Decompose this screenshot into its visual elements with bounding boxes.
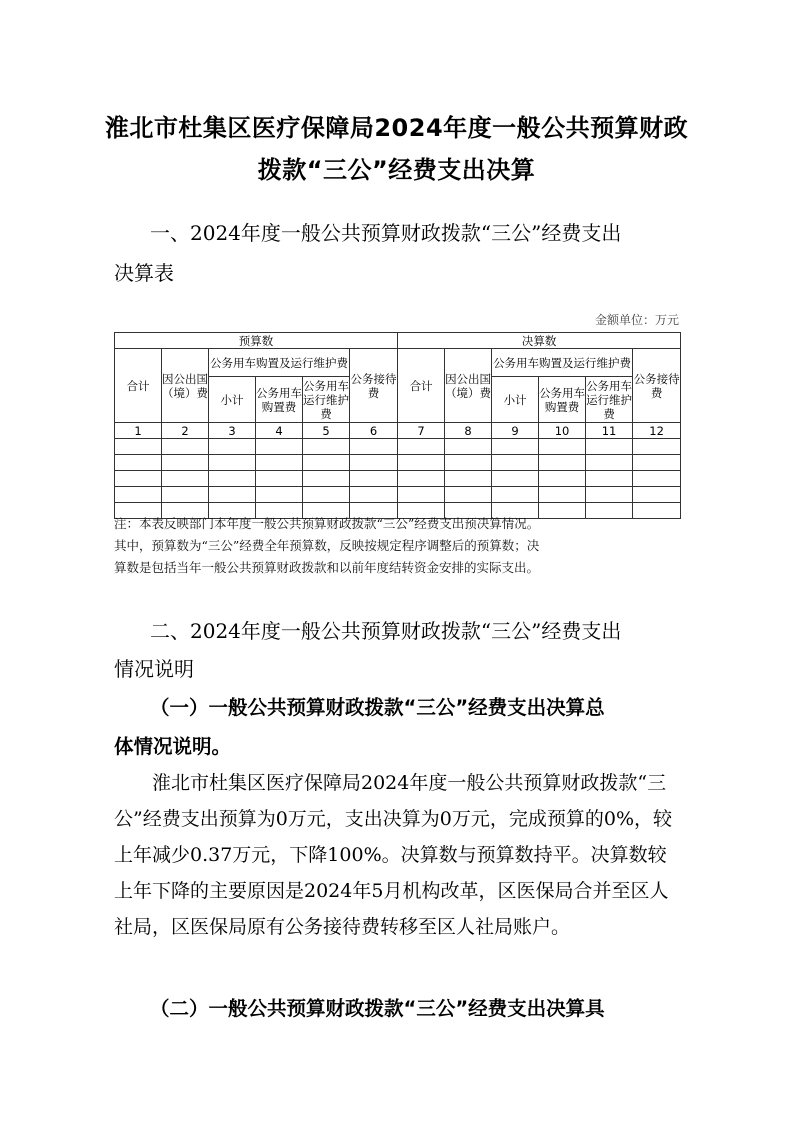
- index-cell: 12: [633, 423, 681, 439]
- note-line: 其中，预算数为“三公”经费全年预算数，反映按规定程序调整后的预算数；决: [114, 538, 540, 553]
- col-purchase: 公务用车购置费: [539, 377, 586, 423]
- table-row: [115, 487, 681, 503]
- table-cell: [115, 455, 162, 471]
- table-cell: [539, 471, 586, 487]
- subsection1-heading: （一）一般公共预算财政拨款“三公”经费支出决算总: [150, 696, 605, 719]
- col-operation: 公务用车运行维护费: [303, 378, 349, 421]
- col-vehicle: 公务用车购置及运行维护费: [209, 349, 350, 377]
- index-cell: 4: [256, 423, 303, 439]
- group-budget-header: 预算数: [115, 333, 398, 349]
- table-cell: [303, 487, 350, 503]
- table-cell: [162, 439, 209, 455]
- table-cell: [303, 439, 350, 455]
- table-cell: [398, 439, 445, 455]
- table-cell: [209, 439, 256, 455]
- col-reception: 公务接待费: [633, 349, 681, 423]
- table-cell: [209, 487, 256, 503]
- col-abroad: 因公出国（境）费: [162, 349, 209, 423]
- table-cell: [256, 487, 303, 503]
- section1-heading-cont: 决算表: [114, 261, 174, 285]
- table-cell: [445, 471, 492, 487]
- col-subtotal: 小计: [492, 377, 539, 423]
- table-cell: [115, 487, 162, 503]
- table-cell: [539, 439, 586, 455]
- index-row: [115, 423, 681, 439]
- table-cell: [492, 487, 539, 503]
- table-cell: [586, 487, 633, 503]
- table-cell: [492, 455, 539, 471]
- group-final-header: 决算数: [398, 333, 681, 349]
- table-cell: [303, 455, 350, 471]
- doc-title-line2: 拨款“三公”经费支出决算: [257, 156, 536, 184]
- three-public-expense-table: [114, 332, 681, 519]
- table-cell: [633, 455, 681, 471]
- table-cell: [539, 487, 586, 503]
- table-cell: [209, 471, 256, 487]
- table-cell: [586, 455, 633, 471]
- table-row: [115, 455, 681, 471]
- table-cell: [256, 471, 303, 487]
- table-cell: [445, 439, 492, 455]
- table-cell: [586, 471, 633, 487]
- doc-title-line1: 淮北市杜集区医疗保障局2024年度一般公共预算财政: [104, 114, 689, 142]
- table-note: [114, 513, 684, 579]
- table-cell: [115, 471, 162, 487]
- table-cell: [350, 439, 398, 455]
- table-cell: [492, 471, 539, 487]
- table-cell: [303, 471, 350, 487]
- note-line: 注：本表反映部门本年度一般公共预算财政拨款“三公”经费支出预决算情况。: [114, 516, 540, 531]
- col-total: 合计: [115, 349, 162, 423]
- col-subtotal: 小计: [209, 377, 256, 423]
- body-paragraph: 淮北市杜集区医疗保障局2024年度一般公共预算财政拨款“三公”经费支出预算为0万元，支出决算为0万元，完成预算的0%，较上年减少0.37万元，下降100%。决算数与预算数持平。决算数较上年下降的主要原因是2024年5月机构改革，区医保局合并至区人社局，区医保局原有公务接待费转移至区人社局账户。: [114, 772, 673, 938]
- table-cell: [633, 487, 681, 503]
- table-cell: [162, 487, 209, 503]
- index-cell: 2: [162, 423, 209, 439]
- index-cell: 5: [303, 423, 350, 439]
- table-cell: [256, 439, 303, 455]
- index-cell: 10: [539, 423, 586, 439]
- table-cell: [445, 487, 492, 503]
- table-cell: [115, 439, 162, 455]
- table-cell: [633, 439, 681, 455]
- table-row: [115, 439, 681, 455]
- subsection2-heading: （二）一般公共预算财政拨款“三公”经费支出决算具: [150, 997, 605, 1020]
- table-cell: [350, 487, 398, 503]
- section2-heading: 二、2024年度一般公共预算财政拨款“三公”经费支出: [150, 619, 622, 643]
- index-cell: 9: [492, 423, 539, 439]
- table-cell: [492, 439, 539, 455]
- table-cell: [350, 471, 398, 487]
- section1-heading: 一、2024年度一般公共预算财政拨款“三公”经费支出: [150, 221, 622, 245]
- table-cell: [256, 455, 303, 471]
- table-cell: [539, 455, 586, 471]
- table-cell: [633, 471, 681, 487]
- table-data-body: [115, 439, 681, 519]
- subsection1-heading-cont: 体情况说明。: [114, 735, 232, 758]
- table-cell: [586, 439, 633, 455]
- table-cell: [162, 455, 209, 471]
- index-cell: 7: [398, 423, 445, 439]
- index-cell: 3: [209, 423, 256, 439]
- col-reception: 公务接待费: [350, 349, 398, 423]
- table-cell: [398, 487, 445, 503]
- table-cell: [350, 455, 398, 471]
- col-operation: 公务用车运行维护费: [586, 378, 633, 421]
- col-total: 合计: [398, 349, 445, 423]
- table-row: [115, 471, 681, 487]
- unit-label: 金额单位：万元: [594, 313, 679, 327]
- note-line: 算数是包括当年一般公共预算财政拨款和以前年度结转资金安排的实际支出。: [114, 560, 540, 575]
- table-cell: [209, 455, 256, 471]
- col-purchase: 公务用车购置费: [256, 377, 303, 423]
- col-abroad: 因公出国（境）费: [445, 349, 492, 423]
- index-cell: 1: [115, 423, 162, 439]
- index-cell: 6: [350, 423, 398, 439]
- section2-heading-cont: 情况说明: [114, 657, 194, 681]
- table-cell: [162, 471, 209, 487]
- col-vehicle: 公务用车购置及运行维护费: [492, 349, 633, 377]
- index-cell: 8: [445, 423, 492, 439]
- table-cell: [398, 471, 445, 487]
- index-cell: 11: [586, 423, 633, 439]
- table-cell: [398, 455, 445, 471]
- table-cell: [445, 455, 492, 471]
